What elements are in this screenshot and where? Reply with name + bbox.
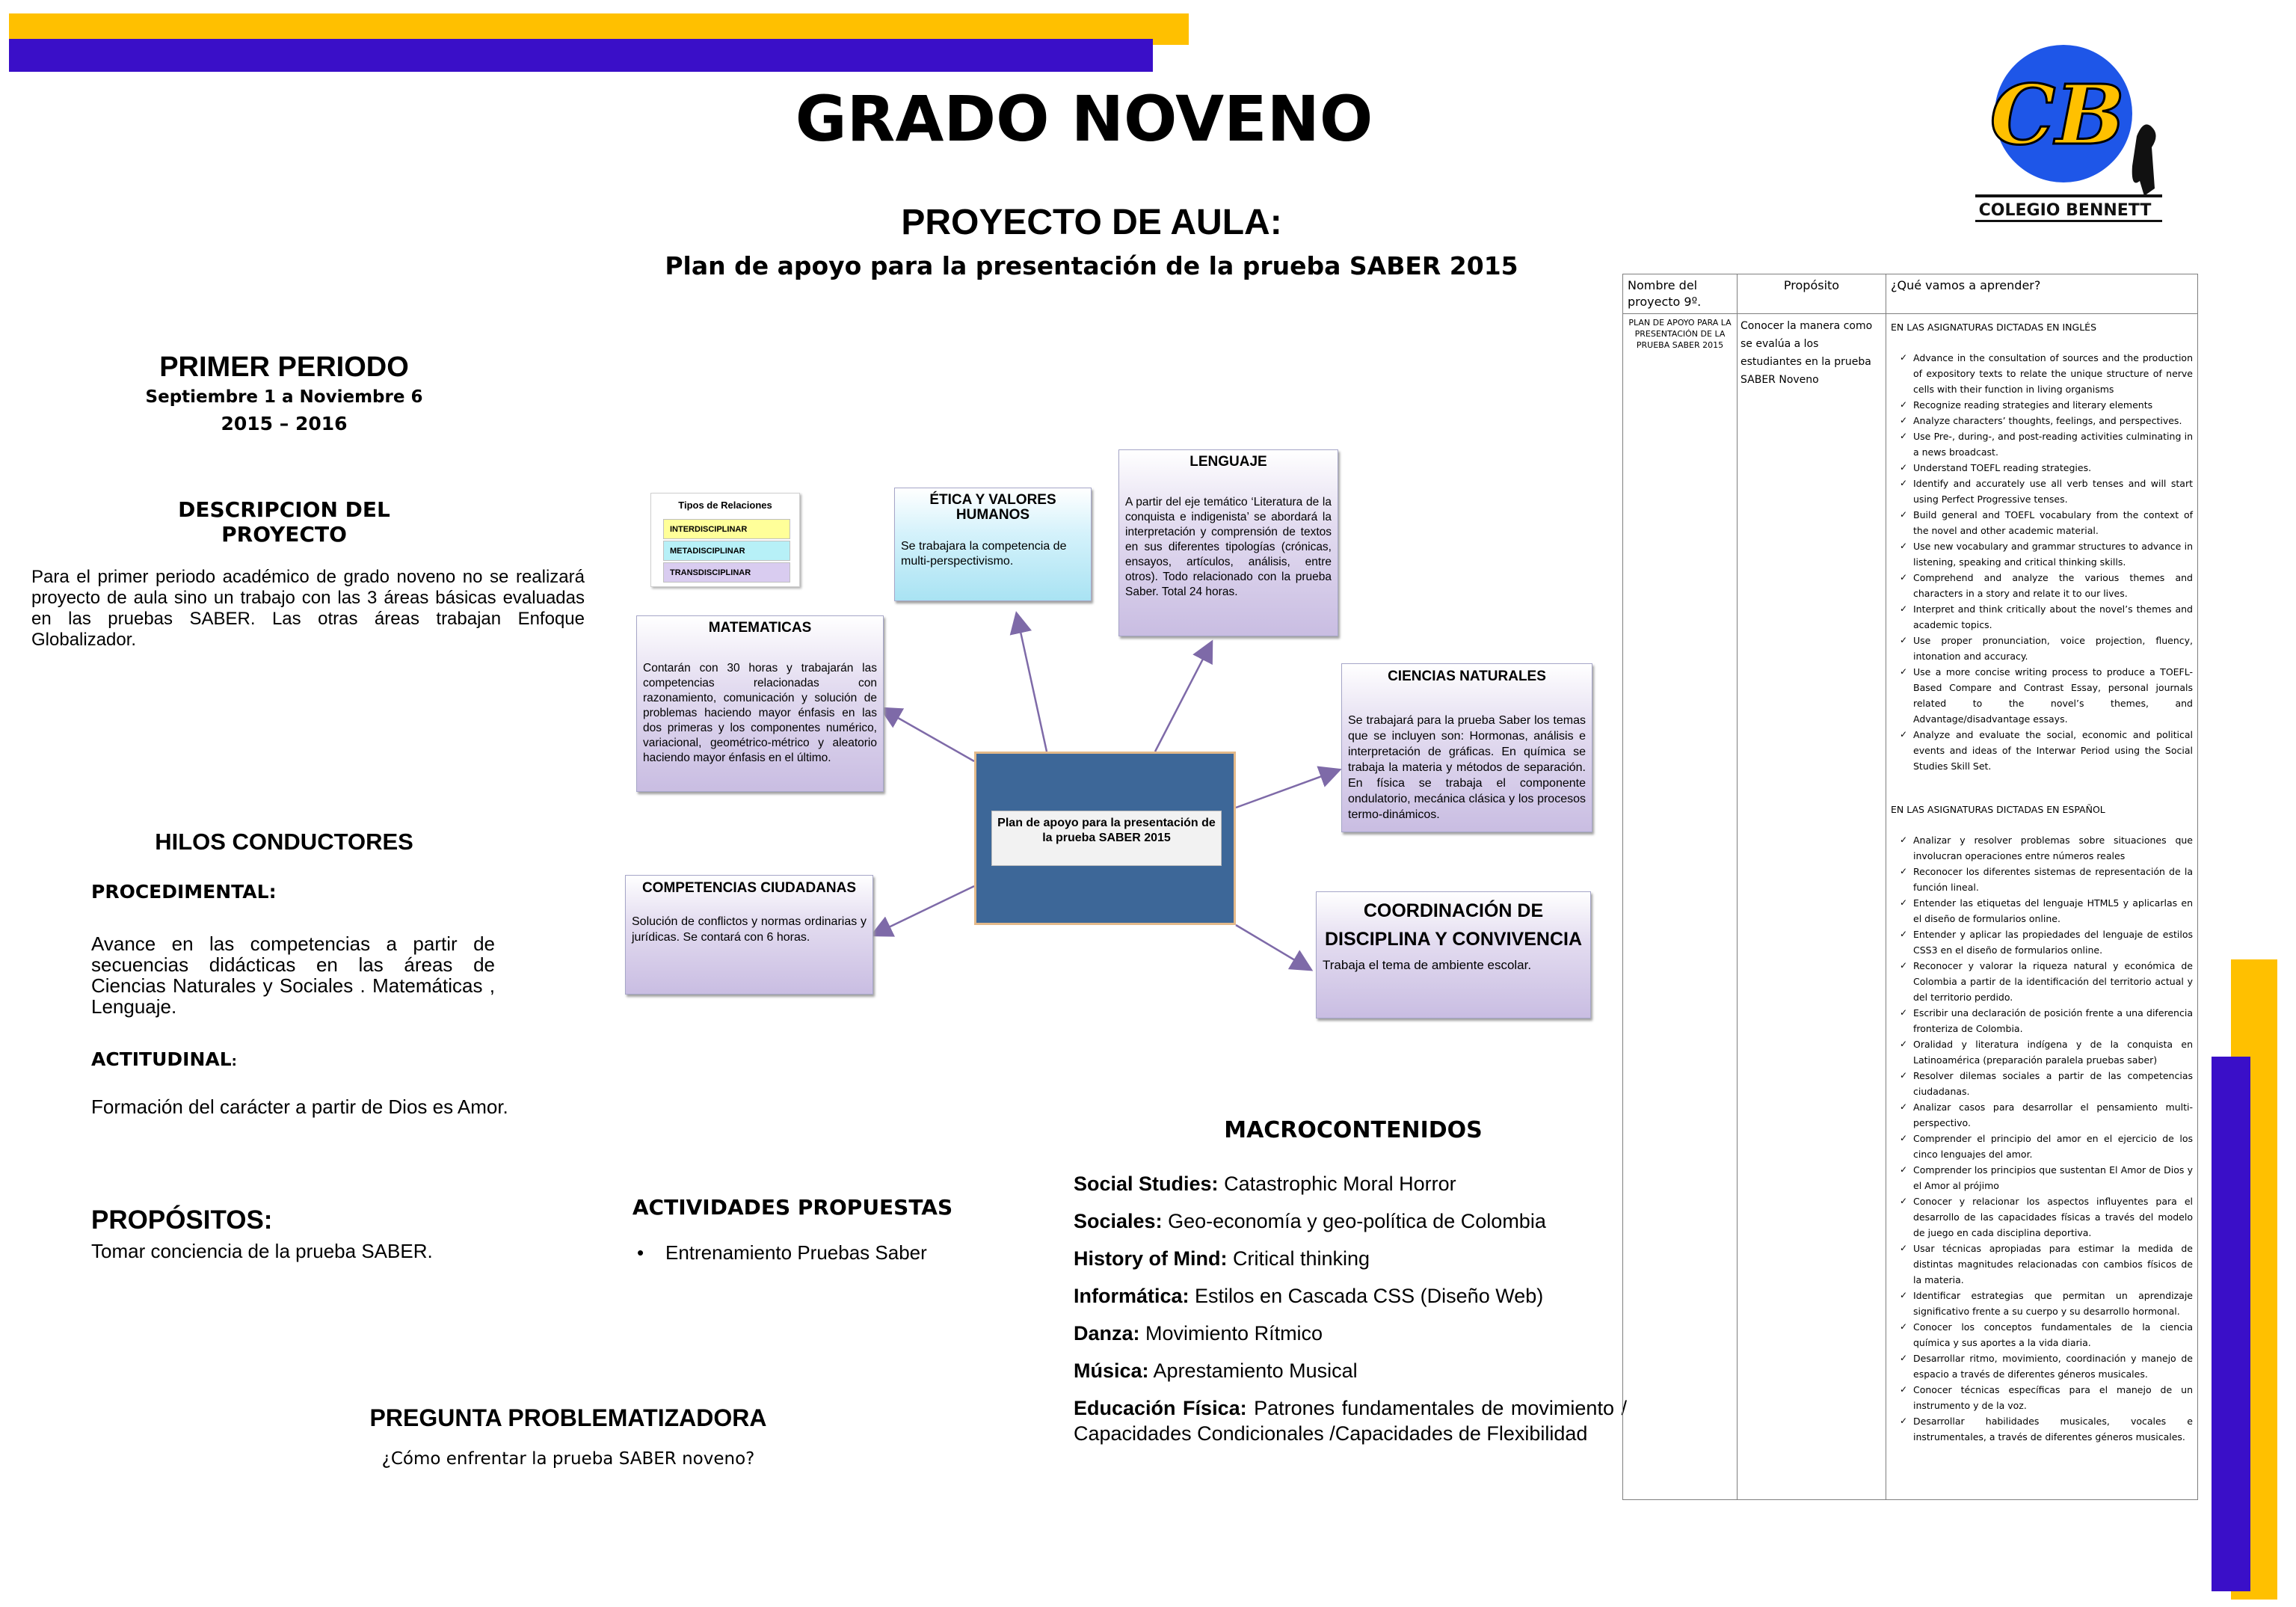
english-item: ✓ Identify and accurately use all verb tenses and will start using Perfect Progressive tenses. <box>1891 476 2193 507</box>
macro-item-musica: Música: Aprestamiento Musical <box>1074 1359 1358 1382</box>
spanish-section-title: EN LAS ASIGNATURAS DICTADAS EN ESPAÑOL <box>1891 804 2105 815</box>
spanish-item: ✓ Resolver dilemas sociales a partir de las competencias ciudadanas. <box>1891 1068 2193 1099</box>
english-item: ✓ Comprehend and analyze the various themes and characters in a story and relate it to our lives. <box>1891 570 2193 601</box>
coordinacion-text: Trabaja el tema de ambiente escolar. <box>1323 958 1532 972</box>
table-learning-content <box>1886 314 2198 1500</box>
node-center <box>974 752 1236 925</box>
table-header-proposito: Propósito <box>1738 274 1886 314</box>
hilos-title: HILOS CONDUCTORES <box>155 829 413 855</box>
spanish-item: ✓ Reconocer y valorar la riqueza natural y económica de Colombia a partir de la identificación del territorio actual y del territorio perdido. <box>1891 958 2193 1005</box>
english-item: ✓ Build general and TOEFL vocabulary from the context of the novel and other academic material. <box>1891 507 2193 538</box>
node-etica <box>894 488 1092 601</box>
table-header-nombre: Nombre del proyecto 9º. <box>1623 274 1738 314</box>
spanish-item: ✓ Analizar y resolver problemas sobre situaciones que involucran operaciones entre números reales <box>1891 832 2193 864</box>
spanish-item: ✓ Desarrollar habilidades musicales, vocales e instrumentales, a través de diferentes géneros musicales. <box>1891 1413 2193 1445</box>
relation-transdisciplinar: TRANSDISCIPLINAR <box>663 562 790 583</box>
project-subtitle: PROYECTO DE AULA: <box>901 203 1282 242</box>
spanish-item: ✓ Reconocer los diferentes sistemas de representación de la función lineal. <box>1891 864 2193 895</box>
spanish-item: ✓ Usar técnicas apropiadas para estimar la medida de distintas magnitudes relacionadas con cambios físicos de la materia. <box>1891 1241 2193 1288</box>
english-item: ✓ Understand TOEFL reading strategies. <box>1891 460 2193 476</box>
actividades-item-text: Entrenamiento Pruebas Saber <box>665 1241 927 1264</box>
node-coordinacion <box>1316 891 1591 1018</box>
relation-metadisciplinar: METADISCIPLINAR <box>663 541 790 561</box>
node-lenguaje <box>1118 449 1338 636</box>
english-item: ✓ Analyze characters’ thoughts, feelings, and perspectives. <box>1891 413 2193 428</box>
propositos-title: PROPÓSITOS: <box>91 1205 273 1235</box>
lenguaje-text: A partir del eje temático ‘Literatura de la conquista e indigenista’ se abordará la interpretación y comprensión de textos en sus diferentes tipologías (crónicas, ensayos, artículos, análisis, entre otros). Todo relacionado con la prueba Saber. Total 24 horas. <box>1125 496 1332 598</box>
table-purpose: Conocer la manera como se evalúa a los estudiantes en la prueba SABER Noveno <box>1738 314 1886 1500</box>
plan-title: Plan de apoyo para la presentación de la prueba SABER 2015 <box>665 251 1518 280</box>
spanish-item: ✓ Conocer los conceptos fundamentales de la ciencia química y sus aportes a la vida diaria. <box>1891 1319 2193 1351</box>
english-item: ✓ Recognize reading strategies and literary elements <box>1891 397 2193 413</box>
ciencias-text: Se trabajará para la prueba Saber los temas que se incluyen son: Hormonas, análisis e interpretación de gráficas. En química se trabaja la materia y métodos de separación. En física se trabaja el componente ondulatorio, mecánica clásica y los procesos termo-dinámicos. <box>1348 714 1586 821</box>
english-item: ✓ Use Pre-, during-, and post-reading activities culminating in a news broadcast. <box>1891 428 2193 460</box>
relations-title: Tipos de Relaciones <box>678 500 772 511</box>
node-matematicas <box>636 615 884 792</box>
macro-item-history-of-mind: History of Mind: Critical thinking <box>1074 1247 1370 1270</box>
description-title: DESCRIPCION DEL PROYECTO <box>178 497 390 547</box>
actitudinal-colon: : <box>231 1054 237 1069</box>
actitudinal-text: Formación del carácter a partir de Dios es Amor. <box>91 1096 508 1118</box>
macro-item-social-studies: Social Studies: Catastrophic Moral Horror <box>1074 1173 1456 1195</box>
spanish-item: ✓ Analizar casos para desarrollar el pensamiento multi-perspectivo. <box>1891 1099 2193 1131</box>
macro-title: MACROCONTENIDOS <box>1224 1117 1483 1143</box>
spanish-item: ✓ Desarrollar ritmo, movimiento, coordinación y manejo de espacio a través de diferentes géneros musicales. <box>1891 1351 2193 1382</box>
english-item: ✓ Advance in the consultation of sources and the production of expository texts to relate the unique structure of nerve cells with their function in living organisms <box>1891 350 2193 397</box>
node-ciencias <box>1341 663 1592 832</box>
node-competencias <box>625 875 873 995</box>
actitudinal-label-text: ACTITUDINAL <box>91 1048 232 1070</box>
arrow-to-competencias <box>873 886 974 935</box>
logo-letters: CB <box>1989 67 2126 163</box>
procedimental-label: PROCEDIMENTAL: <box>91 881 277 903</box>
arrow-to-ciencias <box>1236 770 1338 808</box>
english-item: ✓ Use proper pronunciation, voice projection, fluency, intonation and accuracy. <box>1891 633 2193 664</box>
matematicas-title: MATEMATICAS <box>708 620 812 636</box>
english-objectives-list <box>1891 350 2193 774</box>
competencias-title: COMPETENCIAS CIUDADANAS <box>641 880 857 896</box>
matematicas-text: Contarán con 30 horas y trabajarán las competencias relacionadas con razonamiento, comunicación y solución de problemas haciendo mayor énfasis en las dos primeras y los componentes numérico, variacional, geométrico-métrico y aleatorio haciendo mayor énfasis en el último. <box>643 662 877 764</box>
macro-item-danza: Danza: Movimiento Rítmico <box>1074 1322 1323 1345</box>
coordinacion-title: COORDINACIÓN DE DISCIPLINA Y CONVIVENCIA <box>1324 900 1583 950</box>
spanish-item: ✓ Escribir una declaración de posición frente a una diferencia fronteriza de Colombia. <box>1891 1005 2193 1036</box>
english-item: ✓ Interpret and think critically about the novel’s themes and academic topics. <box>1891 601 2193 633</box>
propositos-text: Tomar conciencia de la prueba SABER. <box>91 1240 433 1262</box>
pregunta-title: PREGUNTA PROBLEMATIZADORA <box>369 1404 767 1431</box>
spanish-item: ✓ Entender las etiquetas del lenguaje HTML5 y aplicarlas en el diseño de formularios online. <box>1891 895 2193 927</box>
center-text: Plan de apoyo para la presentación de la prueba SABER 2015 <box>991 811 1222 866</box>
actividades-item: • Entrenamiento Pruebas Saber <box>637 1241 927 1264</box>
period-dates: Septiembre 1 a Noviembre 6 <box>145 387 423 407</box>
competencias-text: Solución de conflictos y normas ordinarias y jurídicas. Se contará con 6 horas. <box>632 915 867 944</box>
spanish-objectives-list <box>1891 832 2193 1445</box>
arrow-to-matematicas <box>882 709 974 761</box>
table-header-aprender: ¿Qué vamos a aprender? <box>1886 274 2198 314</box>
english-item: ✓ Use new vocabulary and grammar structures to advance in listening, speaking and critical thinking skills. <box>1891 538 2193 570</box>
period-year: 2015 – 2016 <box>221 413 348 434</box>
lenguaje-title: LENGUAJE <box>1189 454 1267 470</box>
arrow-to-lenguaje <box>1155 643 1211 752</box>
period-title: PRIMER PERIODO <box>159 351 409 383</box>
macro-item-sociales: Sociales: Geo-economía y geo-política de Colombia <box>1074 1210 1546 1232</box>
spanish-item: ✓ Conocer y relacionar los aspectos influyentes para el desarrollo de las capacidades físicas a través del modelo de juego en cada disciplina deportiva. <box>1891 1193 2193 1241</box>
macro-list <box>1074 1171 1627 1458</box>
table-project-name: PLAN DE APOYO PARA LA PRESENTACIÓN DE LA PRUEBA SABER 2015 <box>1623 314 1738 1500</box>
macro-item-informatica: Informática: Estilos en Cascada CSS (Diseño Web) <box>1074 1285 1544 1307</box>
arrow-to-etica <box>1017 615 1047 752</box>
spanish-item: ✓ Comprender el principio del amor en el ejercicio de los cinco lenguajes del amor. <box>1891 1131 2193 1162</box>
etica-text: Se trabajara la competencia de multi-perspectivismo. <box>901 540 1067 568</box>
actividades-title: ACTIVIDADES PROPUESTAS <box>632 1195 953 1220</box>
relation-interdisciplinar: INTERDISCIPLINAR <box>663 519 790 539</box>
arrow-to-coordinacion <box>1236 925 1310 969</box>
description-text: Para el primer periodo académico de grado noveno no se realizará proyecto de aula sino un trabajo con las 3 áreas básicas evaluadas en las pruebas SABER. Las otras áreas trabajan Enfoque Globalizador. <box>31 567 585 650</box>
english-item: ✓ Use a more concise writing process to produce a TOEFL-Based Compare and Contrast Essay, personal journals related to the novel’s themes, and Advantage/disadvantage essays. <box>1891 664 2193 727</box>
english-item: ✓ Analyze and evaluate the social, economic and political events and ideas of the Interwar Period using the Social Studies Skill Set. <box>1891 727 2193 774</box>
procedimental-text: Avance en las competencias a partir de secuencias didácticas en las áreas de Ciencias Naturales y Sociales . Matemáticas , Lenguaje. <box>91 932 495 1018</box>
project-table <box>1622 274 2198 1500</box>
pregunta-text: ¿Cómo enfrentar la prueba SABER noveno? <box>381 1449 755 1469</box>
macro-item-educacion-fisica: Educación Física: Patrones fundamentales de movimiento / Capacidades Condicionales /Capacidades de Flexibilidad <box>1074 1397 1627 1445</box>
page-title: GRADO NOVENO <box>795 82 1373 156</box>
spanish-item: ✓ Oralidad y literatura indígena y de la conquista en Latinoamérica (preparación paralela pruebas saber) <box>1891 1036 2193 1068</box>
spanish-item: ✓ Comprender los principios que sustentan El Amor de Dios y el Amor al prójimo <box>1891 1162 2193 1193</box>
spanish-item: ✓ Identificar estrategias que permitan un aprendizaje significativo frente a su cuerpo y su desarrollo hormonal. <box>1891 1288 2193 1319</box>
spanish-item: ✓ Conocer técnicas específicas para el manejo de un instrumento y de la voz. <box>1891 1382 2193 1413</box>
english-section-title: EN LAS ASIGNATURAS DICTADAS EN INGLÉS <box>1891 322 2097 333</box>
etica-title: ÉTICA Y VALORES HUMANOS <box>929 492 1056 523</box>
spanish-item: ✓ Entender y aplicar las propiedades del lenguaje de estilos CSS3 en el diseño de formularios online. <box>1891 927 2193 958</box>
logo-caption: COLEGIO BENNETT <box>1978 201 2152 220</box>
ciencias-title: CIENCIAS NATURALES <box>1388 669 1546 684</box>
